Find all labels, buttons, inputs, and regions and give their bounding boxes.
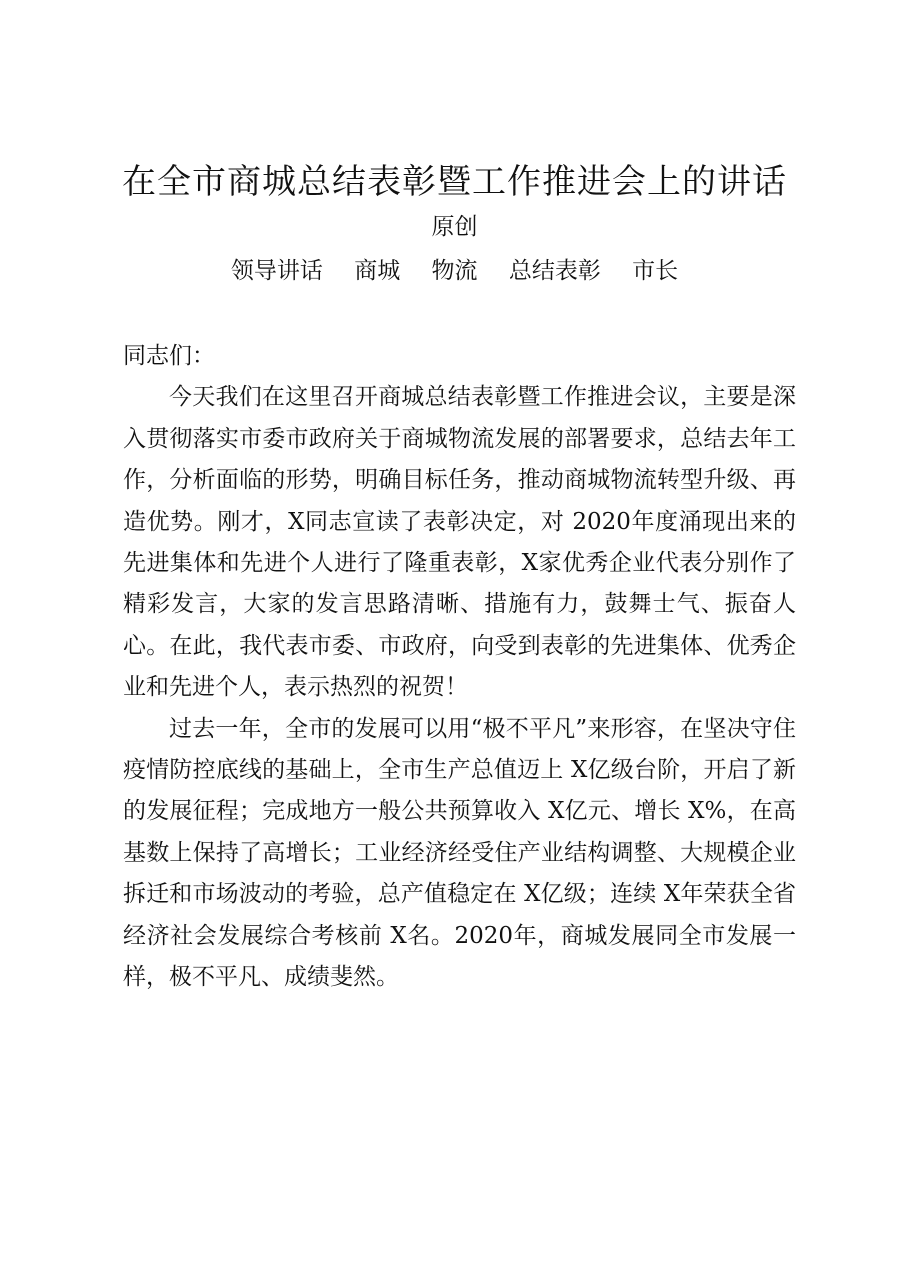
- paragraph: 过去一年，全市的发展可以用“极不平凡”来形容，在坚决守住疫情防控底线的基础上，全市生产总值迈上 X亿级台阶，开启了新的发展征程；完成地方一般公共预算收入 X亿元、增长 X%，在高基数上保持了高增长；工业经济经受住产业结构调整、大规模企业拆迁和市场波动的考验，总产值稳定在 X亿级；连续 X年荣获全省经济社会发展综合考核前 X名。2020年，商城发展同全市发展一样，极不平凡、成绩斐然。: [123, 715, 796, 991]
- tag-item: 领导讲话: [230, 258, 323, 284]
- document-title: 在全市商城总结表彰暨工作推进会上的讲话: [122, 162, 787, 202]
- paragraph: 今天我们在这里召开商城总结表彰暨工作推进会议，主要是深入贯彻落实市委市政府关于商城物流发展的部署要求，总结去年工作，分析面临的形势，明确目标任务，推动商城物流转型升级、再造优势。刚才，X同志宣读了表彰决定，对 2020年度涌现出来的先进集体和先进个人进行了隆重表彰，X家优秀企业代表分别作了精彩发言，大家的发言思路清晰、措施有力，鼓舞士气、振奋人心。在此，我代表市委、市政府，向受到表彰的先进集体、优秀企业和先进个人，表示热烈的祝贺！: [123, 384, 796, 701]
- salutation: 同志们：: [123, 343, 215, 369]
- tag-item: 商城: [354, 258, 401, 284]
- tag-list: [0, 255, 909, 287]
- document-body: [123, 336, 796, 999]
- document-subtitle: 原创: [431, 214, 478, 240]
- tag-item: 物流: [431, 258, 478, 284]
- tag-item: 市长: [632, 258, 679, 284]
- tag-item: 总结表彰: [508, 258, 601, 284]
